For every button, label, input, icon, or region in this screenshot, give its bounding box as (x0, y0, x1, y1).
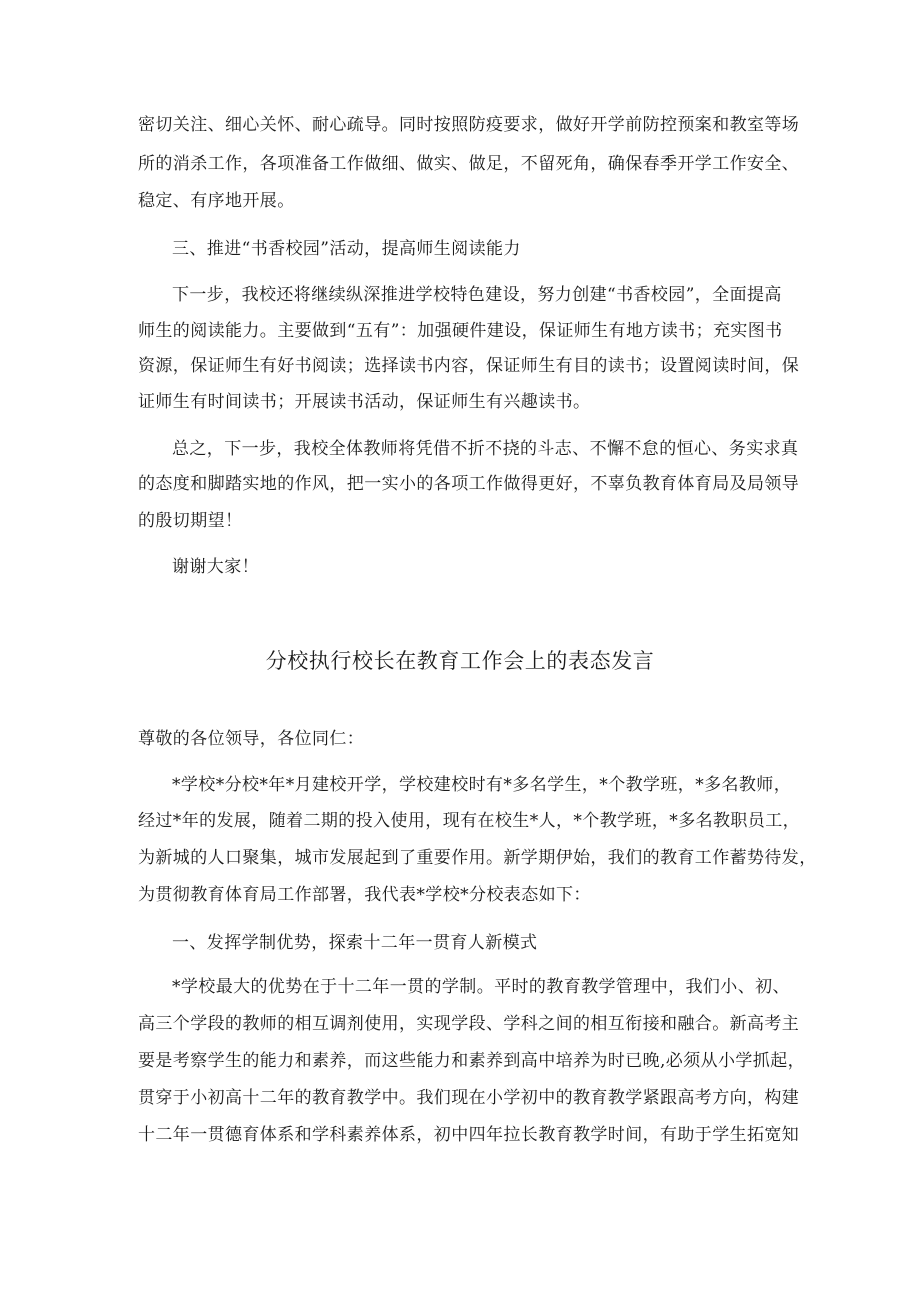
paragraph-line: 为贯彻教育体育局工作部署，我代表*学校*分校表态如下： (138, 885, 591, 905)
paragraph-line: 总之，下一步，我校全体教师将凭借不折不挠的斗志、不懈不怠的恒心、务实求真 (172, 439, 799, 459)
paragraph-line: 密切关注、细心关怀、耐心疏导。同时按照防疫要求，做好开学前防控预案和教室等场 (138, 115, 800, 135)
document-title: 分校执行校长在教育工作会上的表态发言 (265, 649, 655, 673)
paragraph-line: 证师生有时间读书；开展读书活动，保证师生有兴趣读书。 (138, 392, 591, 412)
paragraph-line: 十二年一贯德育体系和学科素养体系，初中四年拉长教育教学时间，有助于学生拓宽知 (138, 1125, 800, 1145)
paragraph-line: 经过*年的发展，随着二期的投入使用，现有在校生*人，*个教学班，*多名教职员工， (138, 811, 800, 831)
paragraph-line: 资源，保证师生有好书阅读；选择读书内容，保证师生有目的读书；设置阅读时间，保 (138, 356, 800, 376)
paragraph-line: 的殷切期望！ (138, 511, 243, 531)
paragraph-line: 稳定、有序地开展。 (138, 191, 295, 211)
paragraph-line: 贯穿于小初高十二年的教育教学中。我们现在小学初中的教育教学紧跟高考方向，构建 (138, 1088, 800, 1108)
paragraph-line: 师生的阅读能力。主要做到“五有”：加强硬件建设，保证师生有地方读书；充实图书 (138, 321, 783, 341)
section-heading-1: 一、发挥学制优势，探索十二年一贯育人新模式 (172, 933, 538, 953)
paragraph-line: *学校*分校*年*月建校开学，学校建校时有*多名学生，*个教学班，*多名教师， (172, 775, 792, 795)
paragraph-line: 高三个学段的教师的相互调剂使用，实现学段、学科之间的相互衔接和融合。新高考主 (138, 1014, 800, 1034)
paragraph-line: *学校最大的优势在于十二年一贯的学制。平时的教育教学管理中，我们小、初、 (172, 977, 790, 997)
paragraph-line: 要是考察学生的能力和素养，而这些能力和素养到高中培养为时已晚,必须从小学抓起， (138, 1051, 806, 1071)
paragraph-line: 所的消杀工作，各项准备工作做细、做实、做足，不留死角，确保春季开学工作安全、 (138, 154, 800, 174)
closing-line: 谢谢大家！ (172, 557, 259, 577)
paragraph-line: 的态度和脚踏实地的作风，把一实小的各项工作做得更好，不辜负教育体育局及局领导 (138, 474, 800, 494)
paragraph-line: 为新城的人口聚集，城市发展起到了重要作用。新学期伊始，我们的教育工作蓄势待发， (138, 848, 817, 868)
paragraph-line: 下一步，我校还将继续纵深推进学校特色建设，努力创建“书香校园”，全面提高 (172, 285, 782, 305)
salutation: 尊敬的各位领导，各位同仁： (138, 729, 365, 749)
section-heading-3: 三、推进“书香校园”活动，提高师生阅读能力 (172, 239, 521, 259)
